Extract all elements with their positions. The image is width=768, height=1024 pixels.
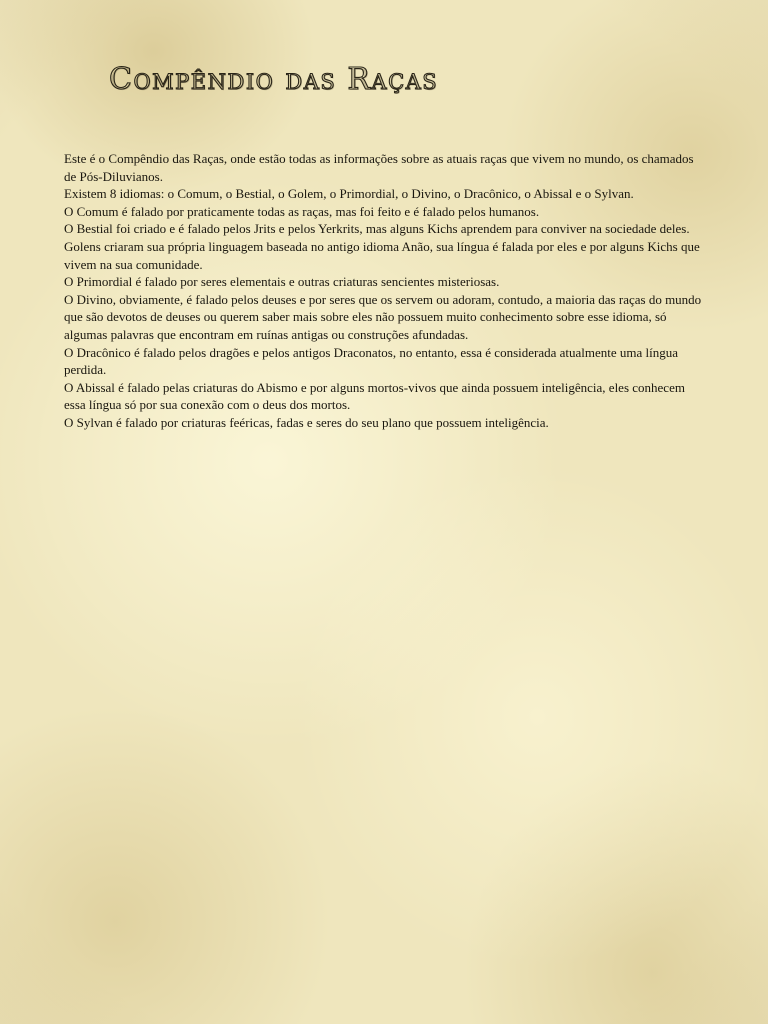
paragraph-divino: O Divino, obviamente, é falado pelos deuses e por seres que os servem ou adoram, contudo, a maioria das raças do mundo que são devotos de deuses ou querem saber mais sobre eles não possuem muito conhecimento sobre esse idioma, só algumas palavras que encontram em ruínas antigas ou construções afundadas.	[64, 291, 702, 342]
page-title: Compêndio das Raças	[109, 62, 439, 97]
paragraph-intro: Este é o Compêndio das Raças, onde estão todas as informações sobre as atuais raças que vivem no mundo, os chamados de Pós-Diluvianos.	[64, 151, 694, 184]
paragraph-draconico: O Dracônico é falado pelos dragões e pelos antigos Draconatos, no entanto, essa é considerada atualmente uma língua perdida.	[64, 344, 679, 378]
paragraph-languages: Existem 8 idiomas: o Comum, o Bestial, o Golem, o Primordial, o Divino, o Dracônico, o Abissal e o Sylvan.	[64, 186, 634, 202]
paragraph-golem: Golens criaram sua própria linguagem baseada no antigo idioma Anão, sua língua é falada por eles e por alguns Kichs que vivem na sua comunidade.	[64, 238, 700, 272]
paragraph-comum: O Comum é falado por praticamente todas as raças, mas foi feito e é falado pelos humanos.	[64, 203, 540, 219]
paragraph-primordial: O Primordial é falado por seres elementais e outras criaturas sencientes misteriosas.	[64, 274, 500, 290]
paragraph-abissal: O Abissal é falado pelas criaturas do Abismo e por alguns mortos-vivos que ainda possuem inteligência, eles conhecem essa língua só por sua conexão com o deus dos mortos.	[64, 379, 685, 413]
paragraph-sylvan: O Sylvan é falado por criaturas feéricas, fadas e seres do seu plano que possuem inteligência.	[64, 414, 549, 430]
paragraph-bestial: O Bestial foi criado e é falado pelos Jrits e pelos Yerkrits, mas alguns Kichs aprendem para conviver na sociedade deles.	[64, 221, 690, 237]
document-body	[64, 150, 704, 432]
